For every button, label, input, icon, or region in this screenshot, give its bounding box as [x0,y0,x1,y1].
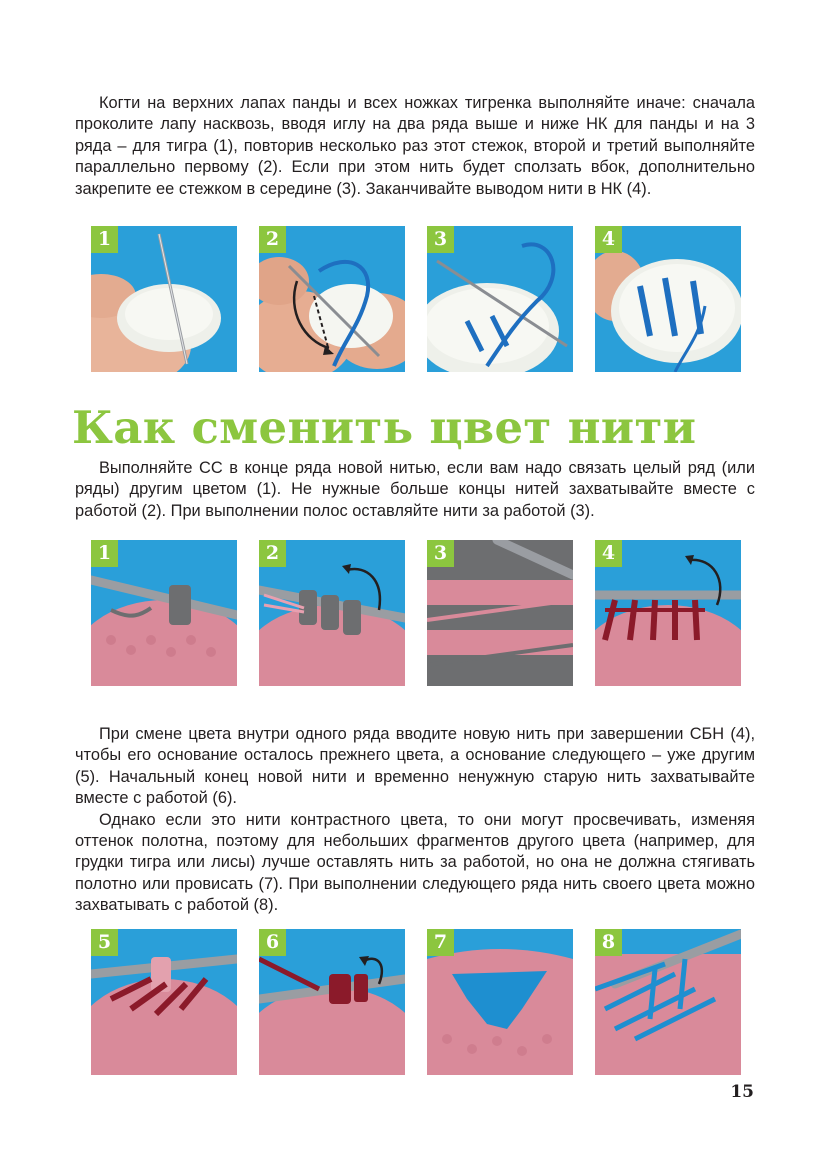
intro-paragraph: Когти на верхних лапах панды и всех ножках тигренка выполняйте иначе: сначала проколите лапу насквозь, вводя иглу на два ряда выше и ниже НК для панды и на 3 ряда – для тигра (1), повторив несколько раз этот стежок, второй и третий выполняйте параллельно первому (2). Если при этом нить будет сползать вбок, дополнительно закрепите ее стежком в середине (3). Заканчивайте выводом нити в НК (4). [75,94,755,198]
photo-number-badge: 2 [259,226,286,253]
photo-number-badge: 4 [595,226,622,253]
photo-number-badge: 2 [259,540,286,567]
photo-number-badge: 3 [427,540,454,567]
photo-claw-step-2 [259,226,405,372]
photo-color-step-2 [259,540,405,686]
photo-contrast-step-6 [259,929,405,1075]
section-heading: Как сменить цвет нити [72,401,697,454]
photo-row-contrast [91,929,741,1075]
photo-number-badge: 5 [91,929,118,956]
photo-contrast-step-5 [91,929,237,1075]
photo-number-badge: 3 [427,226,454,253]
photo-number-badge: 1 [91,226,118,253]
photo-contrast-step-7 [427,929,573,1075]
photo-number-badge: 1 [91,540,118,567]
photo-color-step-4 [595,540,741,686]
photo-number-badge: 4 [595,540,622,567]
body-text [75,724,755,917]
body-paragraph-2: Однако если это нити контрастного цвета, то они могут просвечивать, изменяя оттенок полотна, поэтому для небольших фрагментов другого цвета (например, для грудки тигра или лисы) лучше оставлять нить за работой, но она не должна стягивать полотно или провисать (7). При выполнении следующего ряда нить своего цвета можно захватывать с работой (8). [75,810,755,915]
photo-number-badge: 6 [259,929,286,956]
photo-claw-step-1 [91,226,237,372]
photo-claw-step-3 [427,226,573,372]
photo-row-color-change [91,540,741,686]
body-paragraph-1: При смене цвета внутри одного ряда вводите новую нить при завершении СБН (4), чтобы его основание осталось прежнего цвета, а основание следующего – уже другим (5). Начальный конец новой нити и временно ненужную старую нить захватывайте вместе с работой (6). [75,725,755,808]
photo-claw-step-4 [595,226,741,372]
section-paragraph: Выполняйте СС в конце ряда новой нитью, если вам надо связать целый ряд (или ряды) другим цветом (1). Не нужные больше концы нитей захватывайте вместе с работой (2). При выполнении полос оставляйте нити за работой (3). [75,459,755,520]
page-number: 15 [730,1082,754,1102]
photo-color-step-3 [427,540,573,686]
photo-number-badge: 7 [427,929,454,956]
photo-row-claws [91,226,741,372]
photo-contrast-step-8 [595,929,741,1075]
photo-color-step-1 [91,540,237,686]
photo-number-badge: 8 [595,929,622,956]
